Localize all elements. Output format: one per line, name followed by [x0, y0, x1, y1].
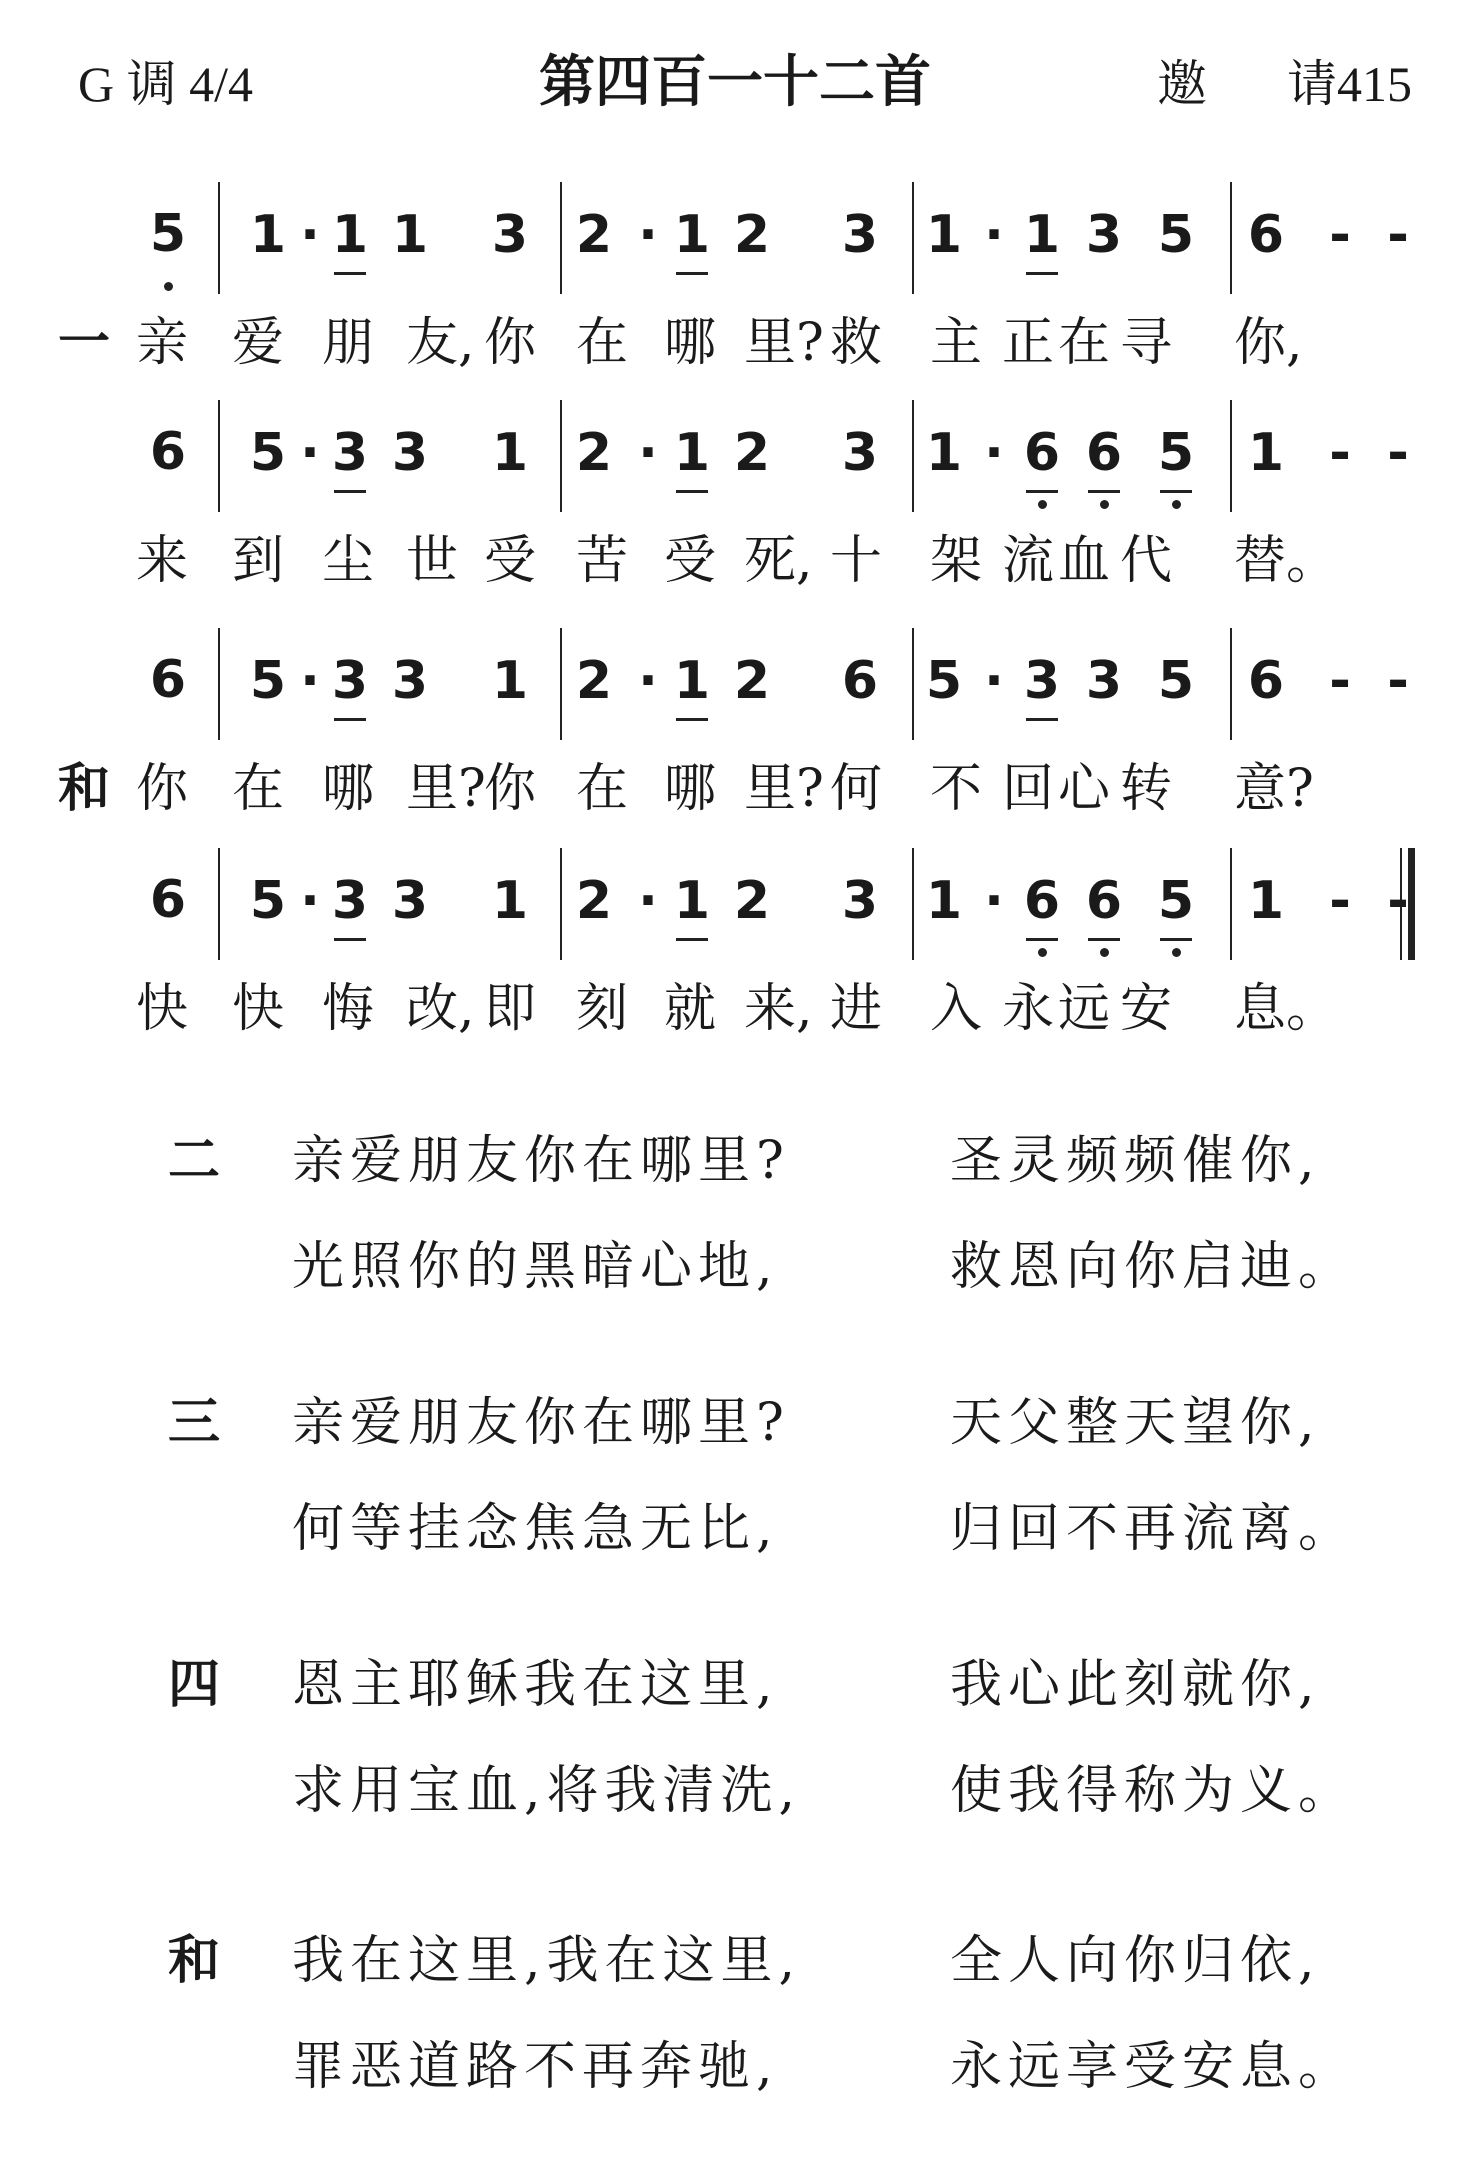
note: 1 [391, 205, 429, 265]
lyric-syllable: 在 [576, 759, 629, 819]
dot-duration: · [300, 205, 320, 265]
score-system [0, 182, 1470, 402]
bar-line [218, 848, 220, 960]
lyric-syllable: 哪 [664, 313, 717, 373]
verse-line: 何等挂念焦急无比, [292, 1499, 779, 1559]
dot-duration: · [300, 871, 320, 931]
bar-line [560, 848, 562, 960]
lyric-syllable: 寻 [1120, 313, 1173, 373]
note: 3 [491, 205, 529, 265]
lyric-syllable: 进 [830, 979, 883, 1039]
note: 6 [1085, 871, 1123, 931]
dot-duration: · [638, 871, 658, 931]
dot-duration: · [638, 423, 658, 483]
lyric-syllable: 在 [1058, 313, 1111, 373]
score-system [0, 628, 1470, 848]
score-system [0, 848, 1470, 1068]
note: 2 [575, 651, 613, 711]
dot-duration: · [300, 651, 320, 711]
verse-line: 罪恶道路不再奔驰, [292, 2037, 779, 2097]
note: 5 [1157, 651, 1195, 711]
note: 1 [1247, 423, 1285, 483]
lyric-syllable: 尘 [322, 531, 375, 591]
lyric-syllable: 救 [830, 313, 883, 373]
low-octave-dot [1172, 500, 1181, 509]
lyric-syllable: 血 [1058, 531, 1111, 591]
verse-block [0, 1118, 1470, 1318]
bar-line [1230, 400, 1232, 512]
pickup-note: 6 [149, 650, 187, 710]
verse-line: 全人向你归依, [950, 1931, 1321, 1991]
dash-hold: - [1329, 871, 1351, 931]
verse-line: 归回不再流离。 [950, 1499, 1357, 1559]
lyric-syllable: 正 [1002, 313, 1055, 373]
note: 2 [575, 423, 613, 483]
note: 1 [925, 423, 963, 483]
dash-hold: - [1387, 423, 1409, 483]
dot-duration: · [984, 205, 1004, 265]
dash-hold: - [1387, 205, 1409, 265]
lyric-syllable: 代 [1120, 531, 1173, 591]
lyric-syllable: 你 [484, 759, 537, 819]
dot-duration: · [638, 205, 658, 265]
note: 1 [249, 205, 287, 265]
verse-block [0, 1918, 1470, 2118]
low-octave-dot [1100, 948, 1109, 957]
verse-line: 永远享受安息。 [950, 2037, 1357, 2097]
note: 5 [249, 651, 287, 711]
note: 2 [733, 423, 771, 483]
lyric-syllable: 息。 [1234, 979, 1339, 1039]
lyric-syllable: 意? [1234, 759, 1314, 819]
note: 1 [673, 205, 711, 265]
lyric-syllable: 安 [1120, 979, 1173, 1039]
note: 2 [575, 205, 613, 265]
bar-line [560, 400, 562, 512]
low-octave-dot [1100, 500, 1109, 509]
verse-line: 恩主耶稣我在这里, [292, 1655, 779, 1715]
lyric-syllable: 不 [930, 759, 983, 819]
dot-duration: · [300, 423, 320, 483]
low-octave-dot [164, 282, 173, 291]
verse-label: 一 [58, 312, 111, 373]
lyric-syllable: 十 [830, 531, 883, 591]
note: 3 [391, 651, 429, 711]
note: 5 [925, 651, 963, 711]
note: 2 [733, 871, 771, 931]
note: 3 [841, 871, 879, 931]
dot-duration: · [984, 651, 1004, 711]
verse-label: 和 [58, 758, 111, 819]
lyric-syllable: 架 [930, 531, 983, 591]
note: 6 [1023, 423, 1061, 483]
note: 1 [673, 423, 711, 483]
bar-line [1230, 848, 1232, 960]
verse-line: 我在这里,我在这里, [292, 1931, 802, 1991]
note: 5 [1157, 871, 1195, 931]
note: 3 [841, 423, 879, 483]
dash-hold: - [1329, 651, 1351, 711]
note: 3 [1085, 205, 1123, 265]
bar-line [1230, 628, 1232, 740]
lyric-syllable: 你 [484, 313, 537, 373]
verse-line: 使我得称为义。 [950, 1761, 1357, 1821]
verse-number: 三 [168, 1392, 221, 1453]
note: 5 [249, 871, 287, 931]
bar-line [912, 628, 914, 740]
note: 1 [1247, 871, 1285, 931]
lyric-syllable: 就 [664, 979, 717, 1039]
score-system [0, 400, 1470, 620]
verse-line: 亲爱朋友你在哪里? [292, 1393, 790, 1453]
pickup-note: 6 [149, 870, 187, 930]
bar-line [1230, 182, 1232, 294]
lyric-syllable: 爱 [232, 313, 285, 373]
verse-block [0, 1380, 1470, 1580]
lyric-syllable: 心 [1058, 759, 1111, 819]
lyric-syllable: 亲 [136, 313, 189, 373]
bar-line [218, 628, 220, 740]
lyric-syllable: 死, [744, 531, 813, 591]
low-octave-dot [1172, 948, 1181, 957]
lyric-syllable: 里? [744, 313, 824, 373]
dot-duration: · [638, 651, 658, 711]
bar-line [912, 400, 914, 512]
note: 1 [673, 871, 711, 931]
lyric-syllable: 里? [744, 759, 824, 819]
lyric-syllable: 友, [406, 313, 475, 373]
note: 6 [1023, 871, 1061, 931]
bar-line [560, 182, 562, 294]
verse-line: 求用宝血,将我清洗, [292, 1761, 802, 1821]
note: 2 [575, 871, 613, 931]
verse-line: 我心此刻就你, [950, 1655, 1321, 1715]
verse-number: 和 [168, 1930, 221, 1991]
note: 1 [673, 651, 711, 711]
lyric-syllable: 苦 [576, 531, 629, 591]
note: 6 [1085, 423, 1123, 483]
verse-block [0, 1642, 1470, 1842]
lyric-syllable: 刻 [576, 979, 629, 1039]
hymn-category [1157, 44, 1412, 116]
low-octave-dot [1038, 948, 1047, 957]
lyric-syllable: 主 [930, 313, 983, 373]
note: 6 [1247, 205, 1285, 265]
note: 5 [249, 423, 287, 483]
lyric-syllable: 你 [136, 759, 189, 819]
pickup-note: 6 [149, 422, 187, 482]
lyric-syllable: 替。 [1234, 531, 1339, 591]
lyric-syllable: 转 [1120, 759, 1173, 819]
dash-hold: - [1387, 871, 1409, 931]
note: 1 [491, 651, 529, 711]
category-label: 邀 [1157, 56, 1207, 112]
verse-line: 圣灵频频催你, [950, 1131, 1321, 1191]
lyric-syllable: 来 [136, 531, 189, 591]
lyric-syllable: 快 [136, 979, 189, 1039]
note: 3 [331, 423, 369, 483]
note: 5 [1157, 423, 1195, 483]
dot-duration: · [984, 871, 1004, 931]
lyric-syllable: 快 [232, 979, 285, 1039]
note: 1 [331, 205, 369, 265]
lyric-syllable: 回 [1002, 759, 1055, 819]
lyric-syllable: 流 [1002, 531, 1055, 591]
lyric-syllable: 哪 [322, 759, 375, 819]
pickup-note: 5 [149, 204, 187, 264]
lyric-syllable: 何 [830, 759, 883, 819]
bar-line [218, 182, 220, 294]
verse-number: 二 [168, 1130, 221, 1191]
lyric-syllable: 受 [664, 531, 717, 591]
note: 3 [841, 205, 879, 265]
note: 1 [491, 423, 529, 483]
note: 1 [491, 871, 529, 931]
note: 3 [391, 423, 429, 483]
lyric-syllable: 哪 [664, 759, 717, 819]
lyric-syllable: 在 [232, 759, 285, 819]
category-number: 请415 [1287, 56, 1412, 112]
dash-hold: - [1329, 205, 1351, 265]
note: 3 [331, 651, 369, 711]
note: 1 [925, 871, 963, 931]
bar-line [560, 628, 562, 740]
dash-hold: - [1329, 423, 1351, 483]
note: 6 [1247, 651, 1285, 711]
note: 3 [1085, 651, 1123, 711]
lyric-syllable: 在 [576, 313, 629, 373]
verse-line: 光照你的黑暗心地, [292, 1237, 779, 1297]
lyric-syllable: 世 [406, 531, 459, 591]
lyric-syllable: 即 [484, 979, 537, 1039]
lyric-syllable: 来, [744, 979, 813, 1039]
verse-line: 亲爱朋友你在哪里? [292, 1131, 790, 1191]
bar-line [912, 848, 914, 960]
hymn-title: 第四百一十二首 [539, 49, 931, 115]
lyric-syllable: 受 [484, 531, 537, 591]
verse-number: 四 [168, 1654, 221, 1715]
verse-line: 救恩向你启迪。 [950, 1237, 1357, 1297]
bar-line [218, 400, 220, 512]
note: 3 [331, 871, 369, 931]
note: 3 [1023, 651, 1061, 711]
note: 3 [391, 871, 429, 931]
lyric-syllable: 你, [1234, 313, 1303, 373]
note: 1 [925, 205, 963, 265]
dot-duration: · [984, 423, 1004, 483]
verse-line: 天父整天望你, [950, 1393, 1321, 1453]
note: 6 [841, 651, 879, 711]
note: 1 [1023, 205, 1061, 265]
lyric-syllable: 到 [232, 531, 285, 591]
key-signature: G 调 4/4 [78, 56, 253, 112]
note: 5 [1157, 205, 1195, 265]
lyric-syllable: 改, [406, 979, 475, 1039]
lyric-syllable: 里? [406, 759, 486, 819]
lyric-syllable: 远 [1058, 979, 1111, 1039]
note: 2 [733, 205, 771, 265]
lyric-syllable: 朋 [322, 313, 375, 373]
lyric-syllable: 入 [930, 979, 983, 1039]
low-octave-dot [1038, 500, 1047, 509]
dash-hold: - [1387, 651, 1409, 711]
bar-line [912, 182, 914, 294]
lyric-syllable: 永 [1002, 979, 1055, 1039]
note: 2 [733, 651, 771, 711]
lyric-syllable: 悔 [322, 979, 375, 1039]
